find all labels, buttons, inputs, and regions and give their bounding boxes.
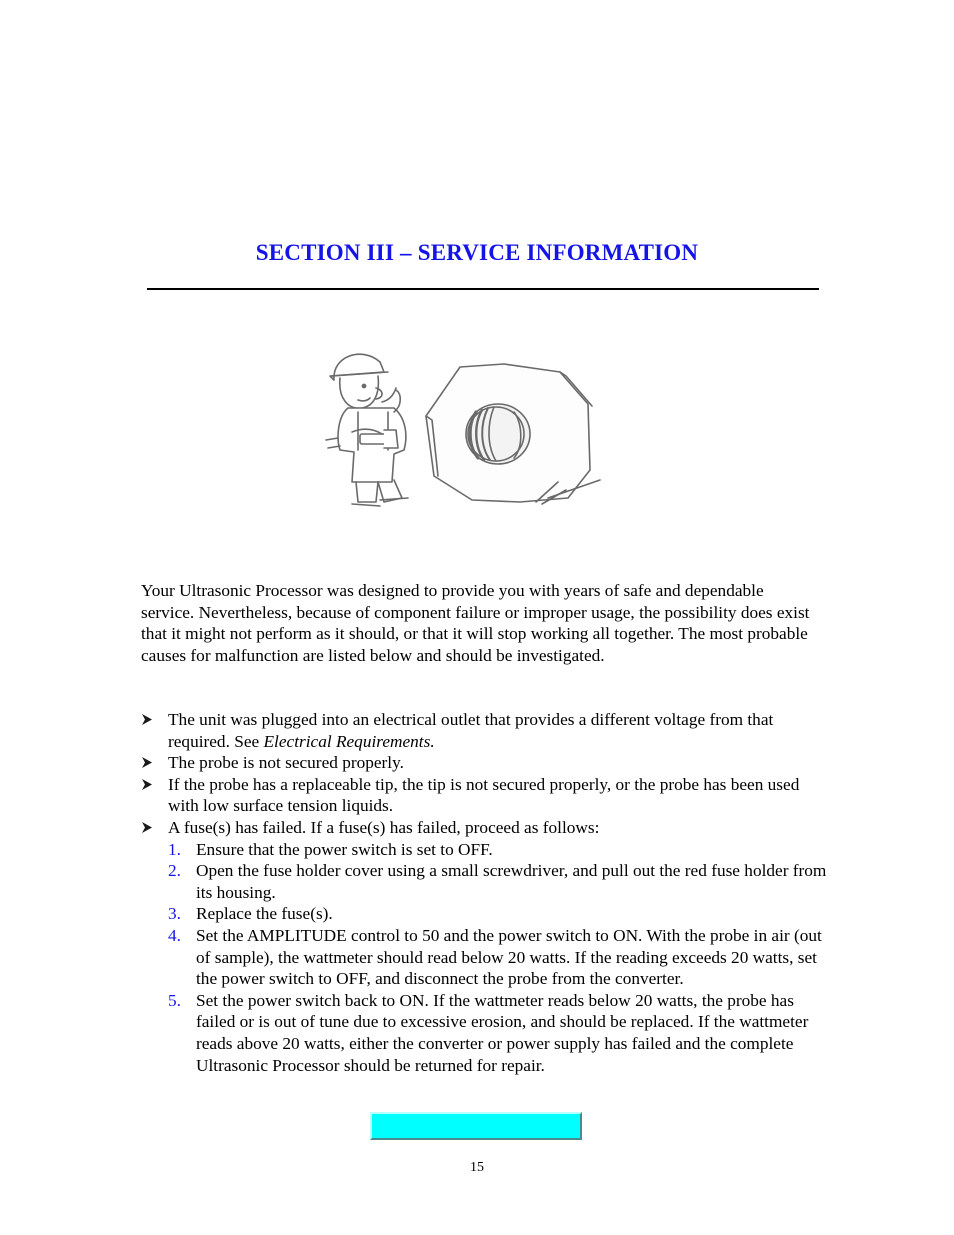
intro-paragraph: Your Ultrasonic Processor was designed to provide you with years of safe and dependable service. Nevertheless, because of component failure or improper usage, the possibility does exist that it might not perform as it should, or that it will stop working all together. The most probable causes for malfunction are listed below and should be investigated. (141, 581, 810, 665)
title-divider (147, 288, 819, 290)
step-text: Ensure that the power switch is set to OFF. (196, 839, 493, 859)
arrowhead-bullet-icon (141, 778, 153, 791)
cause-text: The probe is not secured properly. (168, 753, 404, 773)
page-number: 15 (470, 1160, 484, 1175)
step-text: Set the AMPLITUDE control to 50 and the power switch to ON. With the probe in air (out of sample), the wattmeter should read below 20 watts. If the reading exceeds 20 watts, set the power switch to OFF, and disconnect the probe from the converter. (196, 925, 822, 989)
step-item (168, 990, 831, 1076)
cause-item (141, 752, 831, 774)
mechanic-with-nut-illustration (322, 342, 604, 514)
electrical-requirements-link[interactable]: Electrical Requirements. (263, 731, 435, 751)
step-item (168, 925, 831, 990)
step-number: 3. (168, 904, 181, 924)
causes-list (141, 709, 831, 1076)
step-text: Open the fuse holder cover using a small screwdriver, and pull out the red fuse holder from its housing. (196, 861, 827, 902)
arrowhead-bullet-icon (141, 756, 153, 769)
step-item (168, 839, 831, 861)
step-item (168, 903, 831, 925)
cause-item (141, 774, 831, 817)
cause-text: A fuse(s) has failed. If a fuse(s) has failed, proceed as follows: (168, 817, 600, 837)
cause-text: The unit was plugged into an electrical outlet that provides a different voltage from that required. See (168, 710, 774, 751)
navigation-button[interactable] (370, 1112, 582, 1140)
fuse-steps-list (168, 839, 831, 1077)
step-number: 4. (168, 925, 181, 945)
cause-item (141, 817, 831, 1076)
step-text: Set the power switch back to ON. If the wattmeter reads below 20 watts, the probe has failed or is out of tune due to excessive erosion, and should be replaced. If the wattmeter reads above 20 watts, either the converter or power supply has failed and the complete Ultrasonic Processor should be returned for repair. (196, 990, 809, 1075)
cause-text: If the probe has a replaceable tip, the tip is not secured properly, or the probe has been used with low surface tension liquids. (168, 774, 800, 816)
step-number: 5. (168, 990, 181, 1010)
section-title: SECTION III – SERVICE INFORMATION (255, 240, 699, 265)
step-item (168, 860, 831, 903)
arrowhead-bullet-icon (141, 713, 153, 726)
arrowhead-bullet-icon (141, 821, 153, 834)
step-number: 1. (168, 839, 181, 859)
step-text: Replace the fuse(s). (196, 904, 333, 924)
cause-item (141, 709, 831, 752)
step-number: 2. (168, 861, 181, 881)
